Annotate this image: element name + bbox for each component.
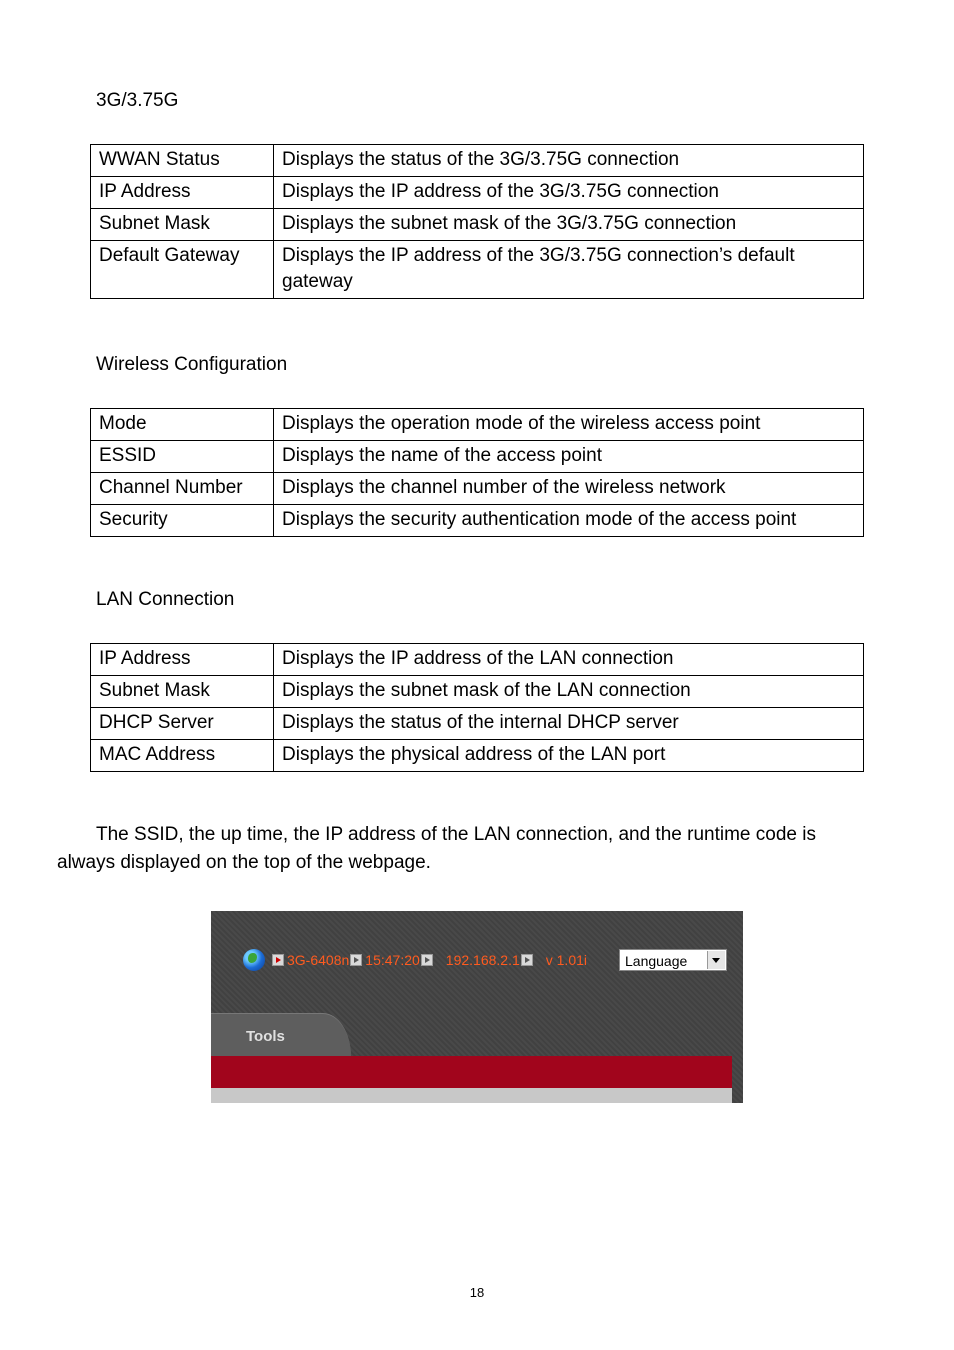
table-row	[91, 473, 864, 505]
row-label: WWAN Status	[91, 145, 274, 177]
row-description: Displays the physical address of the LAN port	[274, 740, 864, 772]
table-row	[91, 145, 864, 177]
body-paragraph: The SSID, the up time, the IP address of the LAN connection, and the runtime code is always displayed on the top of the webpage.	[57, 824, 816, 873]
row-description: Displays the IP address of the 3G/3.75G connection’s default gateway	[274, 241, 864, 299]
page-number: 18	[469, 1285, 485, 1300]
table-row	[91, 441, 864, 473]
row-label: IP Address	[91, 644, 274, 676]
globe-icon	[243, 949, 265, 971]
arrow-icon	[272, 954, 284, 966]
table-row	[91, 505, 864, 537]
row-label: Subnet Mask	[91, 209, 274, 241]
row-label: Subnet Mask	[91, 676, 274, 708]
arrow-icon	[521, 954, 533, 966]
ssid-value: 3G-6408n	[287, 952, 350, 968]
chevron-down-icon[interactable]	[707, 951, 725, 969]
row-description: Displays the security authentication mode of the access point	[274, 505, 864, 537]
row-label: IP Address	[91, 177, 274, 209]
table-row	[91, 676, 864, 708]
table-row	[91, 644, 864, 676]
tab-tools-label: Tools	[246, 1028, 285, 1045]
row-description: Displays the IP address of the LAN connection	[274, 644, 864, 676]
table-3g	[90, 144, 864, 299]
row-label: Default Gateway	[91, 241, 274, 299]
version-value: v 1.01i	[545, 952, 587, 968]
row-description: Displays the IP address of the 3G/3.75G connection	[274, 177, 864, 209]
row-description: Displays the status of the 3G/3.75G connection	[274, 145, 864, 177]
row-description: Displays the subnet mask of the 3G/3.75G connection	[274, 209, 864, 241]
table-wireless	[90, 408, 864, 537]
row-description: Displays the operation mode of the wireless access point	[274, 409, 864, 441]
row-label: Channel Number	[91, 473, 274, 505]
tab-tools[interactable]	[211, 1013, 351, 1058]
table-row	[91, 740, 864, 772]
row-label: ESSID	[91, 441, 274, 473]
router-header-screenshot	[211, 911, 743, 1103]
uptime-value: 15:47:20	[365, 952, 420, 968]
table-row	[91, 241, 864, 299]
row-description: Displays the status of the internal DHCP server	[274, 708, 864, 740]
language-select[interactable]	[619, 949, 727, 971]
row-label: DHCP Server	[91, 708, 274, 740]
table-row	[91, 409, 864, 441]
row-description: Displays the channel number of the wireless network	[274, 473, 864, 505]
table-row	[91, 708, 864, 740]
arrow-icon	[350, 954, 362, 966]
menu-bar	[211, 1056, 732, 1088]
content-strip	[211, 1088, 732, 1103]
section-heading-lan: LAN Connection	[96, 589, 235, 610]
row-label: Mode	[91, 409, 274, 441]
row-label: MAC Address	[91, 740, 274, 772]
language-select-value: Language	[625, 953, 688, 969]
table-row	[91, 209, 864, 241]
table-row	[91, 177, 864, 209]
row-label: Security	[91, 505, 274, 537]
row-description: Displays the subnet mask of the LAN connection	[274, 676, 864, 708]
status-bar	[243, 947, 587, 973]
section-heading-3g: 3G/3.75G	[96, 90, 179, 111]
row-description: Displays the name of the access point	[274, 441, 864, 473]
table-lan	[90, 643, 864, 772]
section-heading-wireless: Wireless Configuration	[96, 354, 288, 375]
arrow-icon	[421, 954, 433, 966]
ip-value: 192.168.2.1	[445, 952, 520, 968]
